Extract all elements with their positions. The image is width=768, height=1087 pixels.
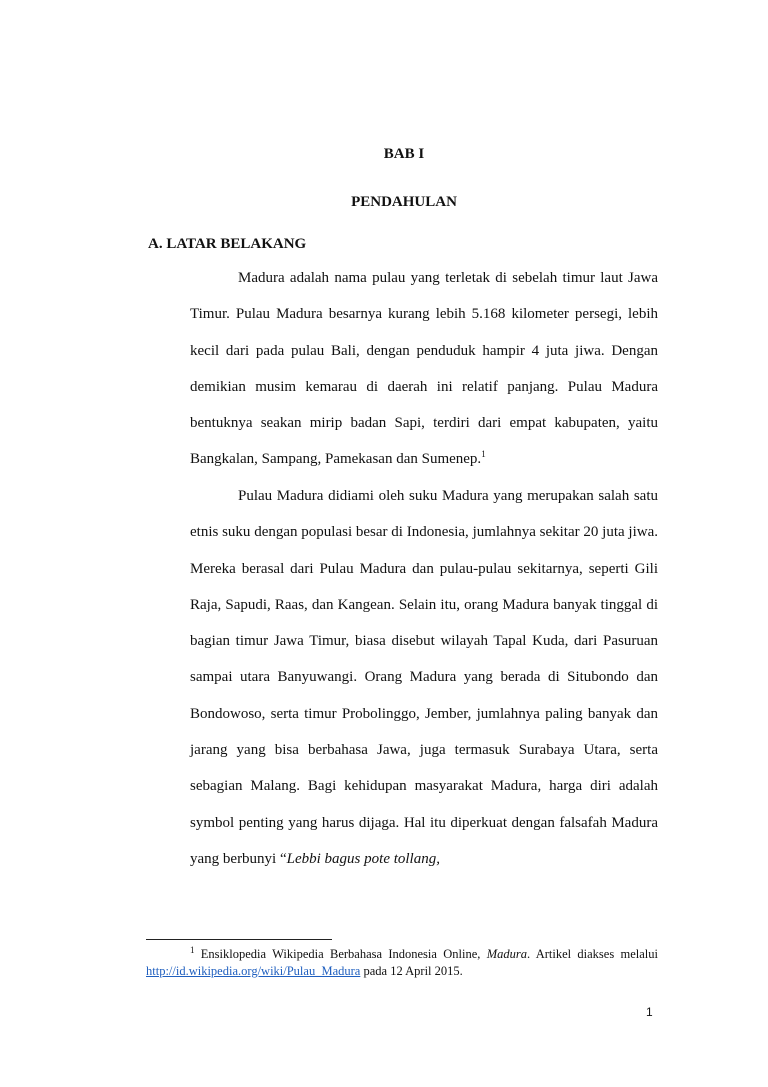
footnote-divider [146,939,332,940]
paragraph-2 [190,478,658,877]
section-heading: A. LATAR BELAKANG [148,236,307,252]
footnote-italic-title: Madura [486,947,527,961]
footnote-number: 1 [190,944,195,955]
page-number: 1 [646,1005,653,1019]
footnote-text-after: pada 12 April 2015. [360,964,463,978]
chapter-label: BAB I [383,146,425,162]
paragraph-1-text: Madura adalah nama pulau yang terletak di sebelah timur laut Jawa Timur. Pulau Madura besarnya kurang lebih 5.168 kilometer persegi, lebih kecil dari pada pulau Bali, dengan penduduk hampir 4 juta jiwa. Dengan demikian musim kemarau di daerah ini relatif panjang. Pulau Madura bentuknya seakan mirip badan Sapi, terdiri dari empat kabupaten, yaitu Bangkalan, Sampang, Pamekasan dan Sumenep. [190,270,658,468]
paragraph-2-italic: Lebbi bagus pote tollang, [286,850,440,867]
footnote [146,946,658,980]
paragraph-2-text: Pulau Madura didiami oleh suku Madura yang merupakan salah satu etnis suku dengan populasi besar di Indonesia, jumlahnya sekitar 20 juta jiwa. Mereka berasal dari Pulau Madura dan pulau-pulau sekitarnya, seperti Gili Raja, Sapudi, Raas, dan Kangean. Selain itu, orang Madura banyak tinggal di bagian timur Jawa Timur, biasa disebut wilayah Tapal Kuda, dari Pasuruan sampai utara Banyuwangi. Orang Madura yang berada di Situbondo dan Bondowoso, serta timur Probolinggo, Jember, jumlahnya paling banyak dan jarang yang bisa berbahasa Jawa, juga termasuk Surabaya Utara, serta sebagian Malang. Bagi kehidupan masyarakat Madura, harga diri adalah symbol penting yang harus dijaga. Hal itu diperkuat dengan falsafah Madura yang berbunyi “ [190,488,658,867]
footnote-reference[interactable]: 1 [481,449,486,460]
paragraph-1 [190,260,658,478]
footnote-text-mid: . Artikel diakses melalui [526,947,658,961]
footnote-text-before: Ensiklopedia Wikipedia Berbahasa Indonesia Online, [200,947,487,961]
chapter-title: PENDAHULAN [351,194,457,210]
footnote-link[interactable]: http://id.wikipedia.org/wiki/Pulau_Madura [146,964,361,978]
